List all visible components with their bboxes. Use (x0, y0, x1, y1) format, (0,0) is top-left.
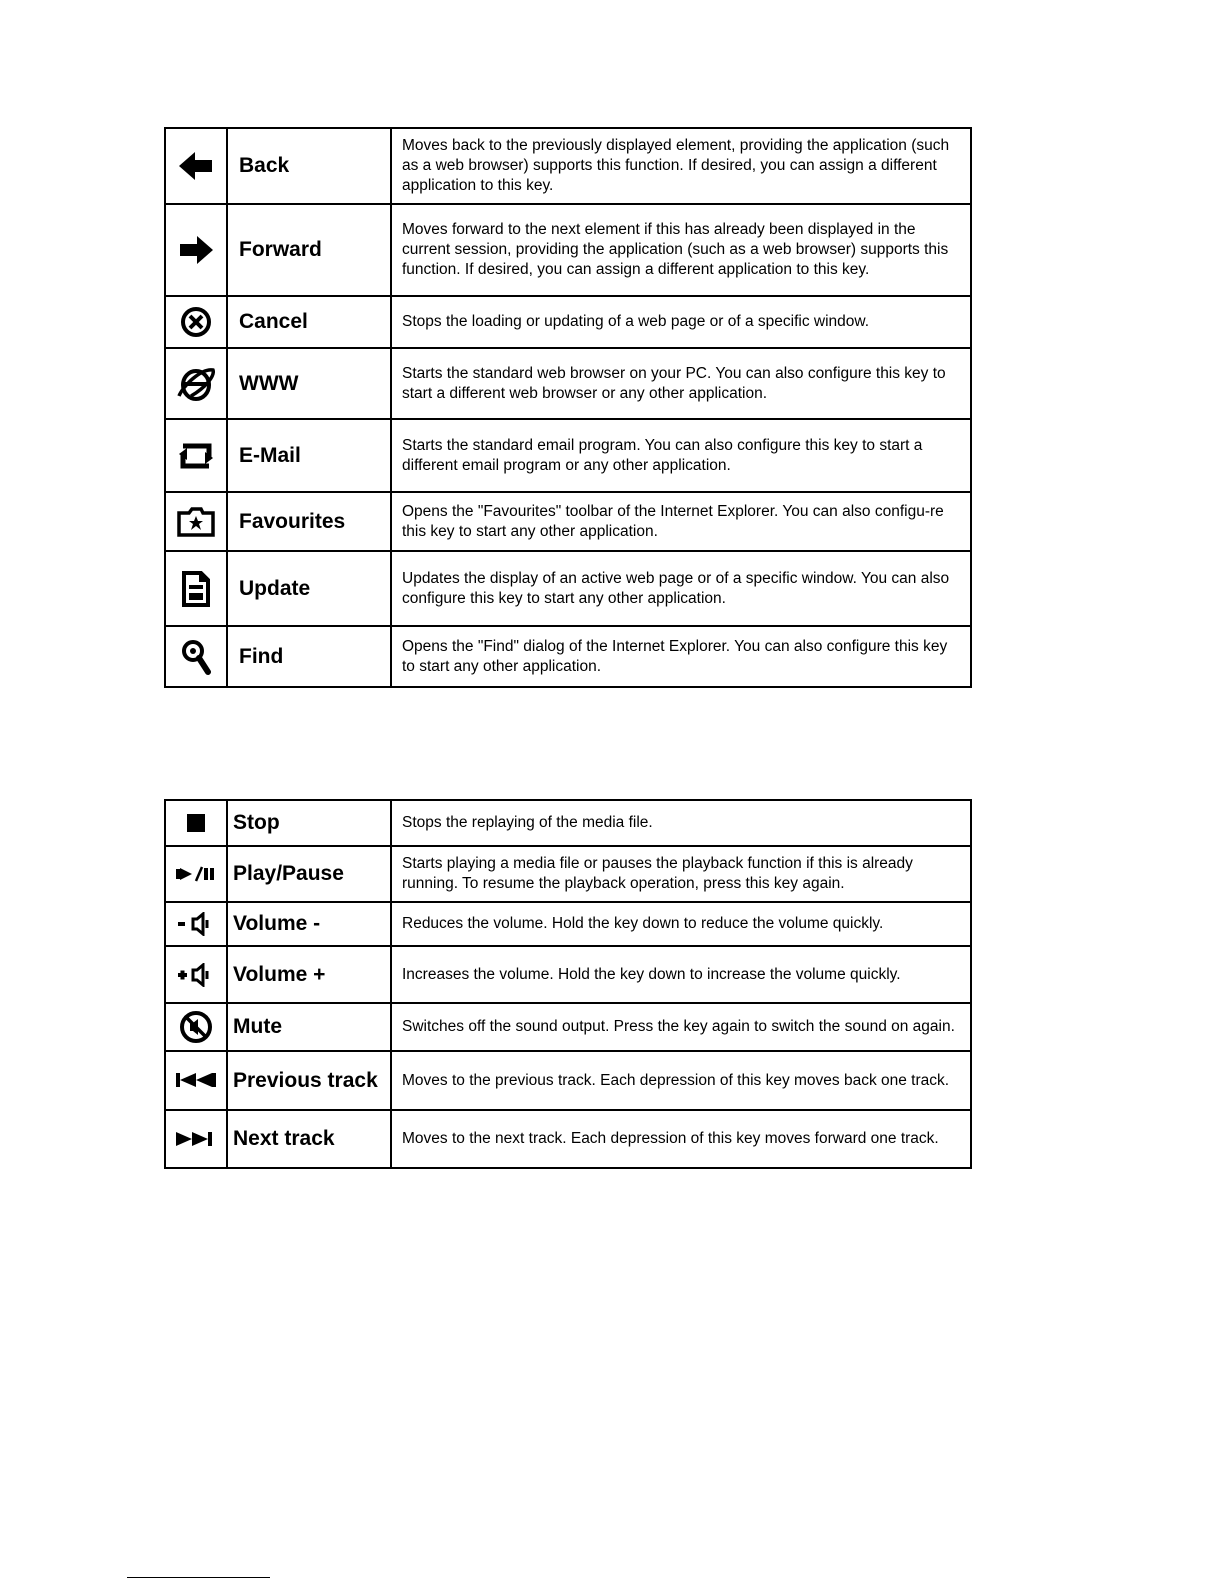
key-name: Cancel (227, 296, 391, 348)
key-name: Update (227, 551, 391, 626)
update-icon (181, 571, 211, 607)
key-description: Starts the standard email program. You can also configure this key to start a different email program or any other application. (391, 419, 971, 492)
previous-track-icon (176, 1072, 216, 1088)
www-globe-icon (177, 366, 215, 402)
volume-down-icon (177, 912, 215, 936)
key-name: Favourites (227, 492, 391, 551)
table-row (165, 1110, 971, 1168)
cancel-icon (180, 306, 212, 338)
key-description: Starts playing a media file or pauses the playback function if this is already running. To resume the playback operation, press this key again. (391, 846, 971, 902)
media-keys-table (164, 799, 972, 1169)
key-description: Updates the display of an active web page or of a specific window. You can also configure this key to start any other application. (391, 551, 971, 626)
key-description: Moves to the previous track. Each depression of this key moves back one track. (391, 1051, 971, 1110)
key-description: Moves to the next track. Each depression of this key moves forward one track. (391, 1110, 971, 1168)
table-row (165, 296, 971, 348)
email-icon (179, 438, 213, 474)
footnote-divider (127, 1577, 270, 1578)
key-name: Next track (227, 1110, 391, 1168)
stop-icon (186, 813, 206, 833)
find-icon (181, 639, 211, 675)
key-description: Opens the "Favourites" toolbar of the Internet Explorer. You can also configu-re this key to start any other application. (391, 492, 971, 551)
table-row (165, 492, 971, 551)
key-name: E-Mail (227, 419, 391, 492)
key-name: Play/Pause (227, 846, 391, 902)
key-description: Increases the volume. Hold the key down to increase the volume quickly. (391, 946, 971, 1003)
key-name: Back (227, 128, 391, 204)
key-description: Starts the standard web browser on your PC. You can also configure this key to start a different web browser or any other application. (391, 348, 971, 419)
table-row (165, 946, 971, 1003)
key-name: Mute (227, 1003, 391, 1051)
table-row (165, 348, 971, 419)
key-description: Stops the replaying of the media file. (391, 800, 971, 846)
key-name: Volume - (227, 902, 391, 946)
key-name: Volume + (227, 946, 391, 1003)
key-description: Stops the loading or updating of a web page or of a specific window. (391, 296, 971, 348)
table-row (165, 128, 971, 204)
forward-arrow-icon (179, 235, 213, 265)
table-row (165, 800, 971, 846)
table-row (165, 846, 971, 902)
key-name: Previous track (227, 1051, 391, 1110)
favourites-icon (177, 507, 215, 537)
key-description: Moves forward to the next element if this has already been displayed in the current session, providing the application (such as a web browser) supports this function. If desired, you can assign a different application to this key. (391, 204, 971, 296)
key-description: Moves back to the previously displayed element, providing the application (such as a web browser) supports this function. If desired, you can assign a different application to this key. (391, 128, 971, 204)
next-track-icon (176, 1131, 216, 1147)
key-description: Switches off the sound output. Press the key again to switch the sound on again. (391, 1003, 971, 1051)
table-row (165, 902, 971, 946)
key-name: Forward (227, 204, 391, 296)
key-name: Find (227, 626, 391, 687)
table-row (165, 204, 971, 296)
back-arrow-icon (179, 151, 213, 181)
key-name: WWW (227, 348, 391, 419)
table-row (165, 626, 971, 687)
key-description: Reduces the volume. Hold the key down to reduce the volume quickly. (391, 902, 971, 946)
internet-keys-table (164, 127, 972, 688)
key-name: Stop (227, 800, 391, 846)
volume-up-icon (177, 963, 215, 987)
key-description: Opens the "Find" dialog of the Internet Explorer. You can also configure this key to start any other application. (391, 626, 971, 687)
mute-icon (179, 1010, 213, 1044)
play-pause-icon (176, 866, 216, 882)
table-row (165, 551, 971, 626)
table-row (165, 1003, 971, 1051)
table-row (165, 419, 971, 492)
table-row (165, 1051, 971, 1110)
